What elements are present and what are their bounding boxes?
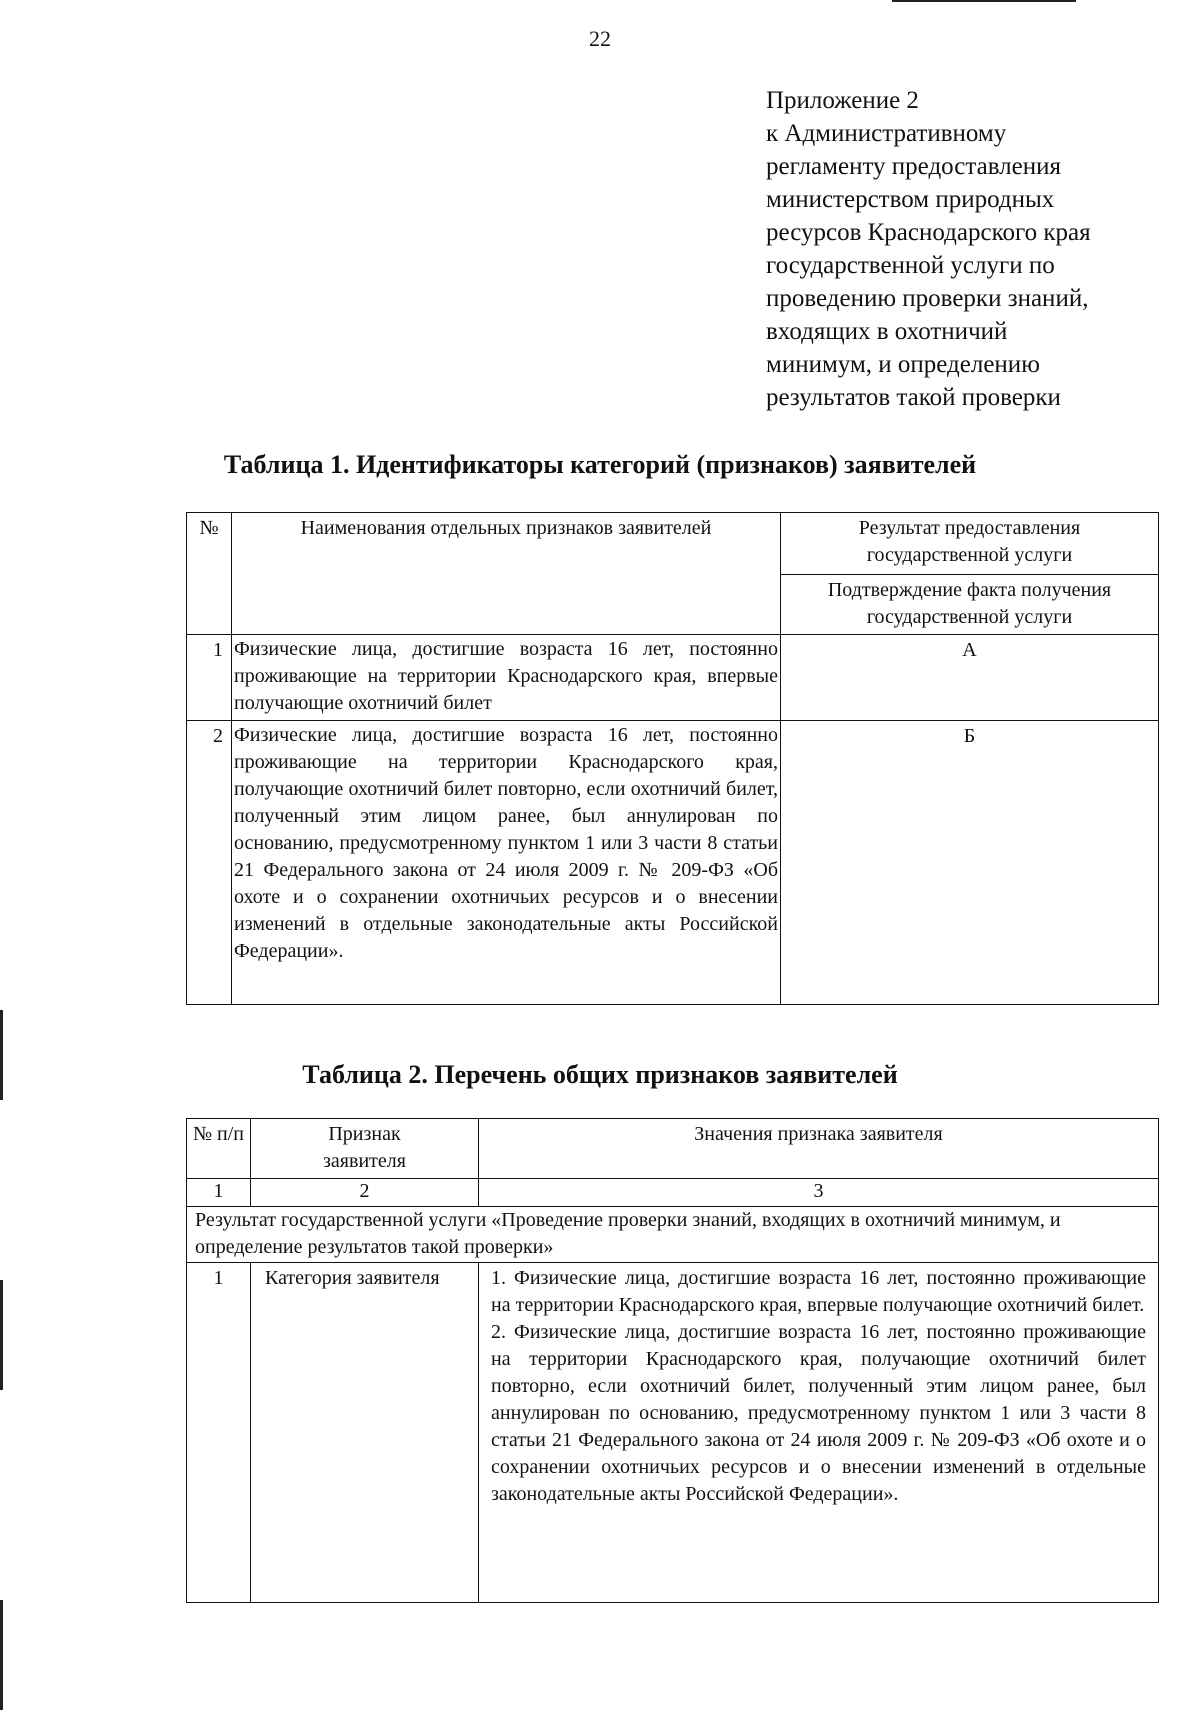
annex-line: Приложение 2: [766, 87, 919, 114]
annex-line: результатов такой проверки: [766, 384, 1061, 411]
annex-line: министерством природных: [766, 186, 1055, 213]
table1-header-result: Результат предоставления государственной услуги: [781, 513, 1159, 575]
table2-section-row: Результат государственной услуги «Проведение проверки знаний, входящих в охотничий минимум, и определение результатов такой проверки»: [187, 1207, 1159, 1263]
table2-row-values: [479, 1263, 1159, 1603]
table1-row-num: 1: [187, 635, 232, 721]
table1-row-num: 2: [187, 721, 232, 1005]
table2-header-values: Значения признака заявителя: [479, 1119, 1159, 1179]
table-row: [187, 721, 1159, 1005]
table-row: [187, 1263, 1159, 1603]
table1: [186, 512, 1159, 1005]
table2-title: Таблица 2. Перечень общих признаков заявителей: [302, 1060, 898, 1089]
table2-row-value-item: 2. Физические лица, достигшие возраста 16 лет, постоянно проживающие на территории Краснодарского края, получающие охотничий билет повторно, если охотничий билет, полученный этим лицом ранее, был аннулирован по основанию, предусмотренному пунктом 1 или 3 части 8 статьи 21 Федерального закона от 24 июля 2009 г. № 209-ФЗ «Об охоте и о сохранении охотничьих ресурсов и о внесении изменений в отдельные законодательные акты Российской Федерации».: [491, 1321, 1146, 1505]
table1-row-text: Физические лица, достигшие возраста 16 лет, постоянно проживающие на территории Краснодарского края, впервые получающие охотничий билет: [232, 635, 781, 721]
annex-line: проведению проверки знаний,: [766, 285, 1089, 312]
table2-header-sign: Признак заявителя: [251, 1119, 479, 1179]
scan-artifact-top-line: [892, 0, 1076, 2]
table1-header-result-sub: Подтверждение факта получения государственной услуги: [781, 575, 1159, 635]
annex-line: регламенту предоставления: [766, 153, 1062, 180]
scan-artifact-left-edge: [0, 1280, 3, 1390]
table2-col-number: 3: [479, 1179, 1159, 1207]
table2-row-num: 1: [187, 1263, 251, 1603]
annex-block: [766, 84, 1186, 414]
table2-col-number: 2: [251, 1179, 479, 1207]
annex-line: государственной услуги по: [766, 252, 1055, 279]
table2-row-value-item: 1. Физические лица, достигшие возраста 16 лет, постоянно проживающие на территории Краснодарского края, впервые получающие охотничий билет.: [491, 1267, 1146, 1316]
table1-row-code: Б: [781, 721, 1159, 1005]
table1-title: Таблица 1. Идентификаторы категорий (признаков) заявителей: [223, 450, 977, 479]
table2-col-number: 1: [187, 1179, 251, 1207]
table1-header-name: Наименования отдельных признаков заявителей: [232, 513, 781, 635]
annex-line: к Административному: [766, 120, 1007, 147]
annex-line: входящих в охотничий: [766, 318, 1008, 345]
annex-line: ресурсов Краснодарского края: [766, 219, 1091, 246]
table1-header-num: №: [187, 513, 232, 635]
page-number: 22: [589, 26, 611, 51]
table1-row-code: А: [781, 635, 1159, 721]
table2-row-sign: Категория заявителя: [251, 1263, 479, 1603]
scan-artifact-left-edge: [0, 1600, 3, 1710]
table1-row-text: Физические лица, достигшие возраста 16 лет, постоянно проживающие на территории Краснодарского края, получающие охотничий билет повторно, если охотничий билет, полученный этим лицом ранее, был аннулирован по основанию, предусмотренному пунктом 1 или 3 части 8 статьи 21 Федерального закона от 24 июля 2009 г. № 209-ФЗ «Об охоте и о сохранении охотничьих ресурсов и о внесении изменений в отдельные законодательные акты Российской Федерации».: [232, 721, 781, 1005]
table2: [186, 1118, 1159, 1603]
table-row: [187, 635, 1159, 721]
table2-header-num: № п/п: [187, 1119, 251, 1179]
annex-line: минимум, и определению: [766, 351, 1040, 378]
